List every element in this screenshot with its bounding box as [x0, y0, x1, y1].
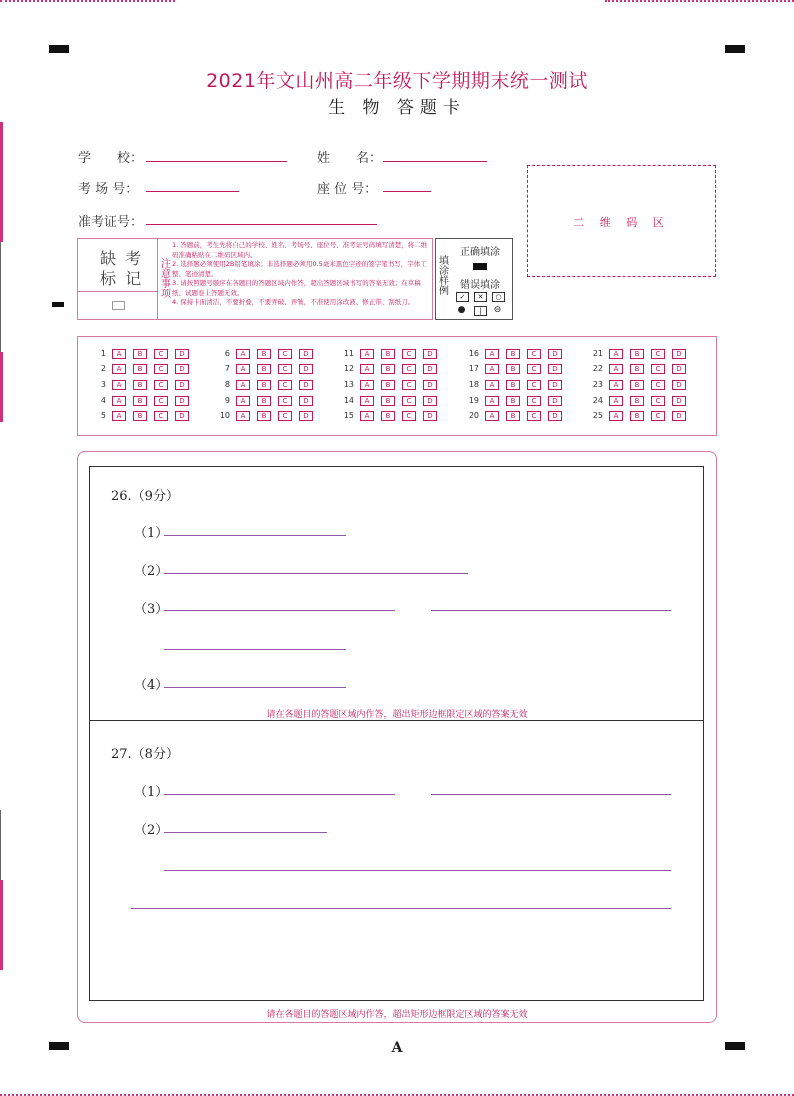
mc-option-bubble[interactable]: A — [236, 364, 250, 374]
mc-option-bubble[interactable]: B — [630, 364, 644, 374]
mc-option-bubble[interactable]: A — [360, 364, 374, 374]
qr-label: 二 维 码 区 — [573, 216, 670, 229]
top-dash-right — [605, 0, 794, 2]
mc-question-row — [457, 411, 569, 421]
q26-part-3-answer-line-1[interactable] — [164, 610, 395, 611]
mc-option-bubble[interactable]: A — [112, 349, 126, 359]
notice-divider — [157, 238, 158, 320]
qr-code-area — [527, 165, 716, 277]
mc-option-bubble[interactable]: D — [299, 364, 313, 374]
correct-fill-sample — [473, 263, 487, 270]
mc-option-bubble[interactable]: C — [651, 380, 665, 390]
mc-option-bubble[interactable]: A — [609, 380, 623, 390]
mc-question-row — [84, 396, 196, 406]
mc-option-bubble[interactable]: D — [423, 364, 437, 374]
mc-option-bubble[interactable]: B — [133, 349, 147, 359]
mc-question-number: 21 — [592, 349, 603, 358]
mc-option-bubble[interactable]: C — [651, 396, 665, 406]
mc-option-bubble[interactable]: C — [278, 380, 292, 390]
mc-question-number: 4 — [100, 396, 106, 405]
q27-part-1-answer-line-2[interactable] — [431, 794, 671, 795]
mc-question-number: 15 — [343, 411, 354, 420]
mc-option-bubble[interactable]: B — [381, 364, 395, 374]
mc-question-row — [208, 380, 320, 390]
mc-option-bubble[interactable]: C — [651, 411, 665, 421]
mc-question-number: 24 — [592, 396, 603, 405]
notice-vertical-label: 注意事项 — [161, 259, 171, 300]
mc-question-number: 19 — [468, 396, 479, 405]
mc-option-bubble[interactable]: B — [506, 364, 520, 374]
page-subtitle: 生 物 答题卡 — [328, 98, 466, 118]
mc-question-row — [84, 411, 196, 421]
mc-option-bubble[interactable]: A — [609, 411, 623, 421]
mc-option-bubble[interactable]: D — [299, 411, 313, 421]
q27-part-2-answer-line-2[interactable] — [164, 870, 671, 871]
q26-part-3-label: （3） — [134, 602, 169, 617]
mc-option-bubble[interactable]: C — [278, 349, 292, 359]
mc-option-bubble[interactable]: B — [133, 364, 147, 374]
mc-option-bubble[interactable]: A — [112, 396, 126, 406]
side-bar-1 — [0, 122, 3, 242]
mc-option-bubble[interactable]: D — [423, 396, 437, 406]
mc-question-number: 7 — [224, 364, 230, 373]
q27-title: 27.（8分） — [111, 747, 179, 762]
absent-divider — [77, 291, 157, 292]
exam-room-field[interactable] — [146, 191, 239, 192]
mc-question-number: 20 — [468, 411, 479, 420]
mc-question-row — [457, 396, 569, 406]
mc-option-bubble[interactable]: B — [381, 396, 395, 406]
mc-option-bubble[interactable]: A — [112, 380, 126, 390]
mc-question-number: 1 — [100, 349, 106, 358]
q26-title: 26.（9分） — [111, 489, 179, 504]
mc-question-number: 23 — [592, 380, 603, 389]
wrong-fill-oval-icon: ⊖ — [493, 305, 502, 315]
mc-option-bubble[interactable]: D — [672, 349, 686, 359]
mc-option-bubble[interactable]: C — [402, 380, 416, 390]
mc-option-bubble[interactable]: B — [506, 380, 520, 390]
mc-question-number: 11 — [343, 349, 354, 358]
mc-question-row — [84, 349, 196, 359]
name-field[interactable] — [383, 161, 487, 162]
mc-option-bubble[interactable]: C — [527, 396, 541, 406]
mc-option-bubble[interactable]: B — [381, 380, 395, 390]
mc-option-bubble[interactable]: D — [548, 380, 562, 390]
mc-option-bubble[interactable]: C — [402, 349, 416, 359]
mc-option-bubble[interactable]: A — [609, 396, 623, 406]
mc-question-row — [208, 364, 320, 374]
mc-option-bubble[interactable]: C — [154, 396, 168, 406]
ticket-label: 准考证号： — [78, 215, 144, 230]
question-divider — [89, 720, 704, 721]
mc-option-bubble[interactable]: D — [672, 380, 686, 390]
mc-option-bubble[interactable]: B — [381, 411, 395, 421]
mc-option-bubble[interactable]: C — [278, 364, 292, 374]
mc-question-number: 13 — [343, 380, 354, 389]
mc-option-bubble[interactable]: A — [485, 396, 499, 406]
mc-option-bubble[interactable]: C — [402, 396, 416, 406]
mc-option-bubble[interactable]: C — [651, 364, 665, 374]
mc-option-bubble[interactable]: D — [423, 411, 437, 421]
notice-item-3: 3. 请按照题号顺序在各题目的答题区域内作答，超出答题区域书写的答案无效；在草稿纸、试题卷上答题无效。 — [172, 279, 421, 297]
mc-option-bubble[interactable]: B — [506, 411, 520, 421]
q27-part-2-label: （2） — [134, 823, 169, 838]
mc-question-number: 25 — [592, 411, 603, 420]
q26-part-4-label: （4） — [134, 678, 169, 693]
mc-option-bubble[interactable]: D — [672, 364, 686, 374]
mc-question-number: 17 — [468, 364, 479, 373]
mc-option-bubble[interactable]: D — [548, 411, 562, 421]
mc-option-bubble[interactable]: D — [672, 411, 686, 421]
mc-option-bubble[interactable]: B — [133, 380, 147, 390]
absent-label-2: 标 记 — [100, 269, 144, 288]
name-label: 姓 名： — [317, 151, 383, 166]
correct-fill-label: 正确填涂 — [460, 247, 500, 258]
school-label: 学 校： — [78, 151, 144, 166]
mc-option-bubble[interactable]: D — [548, 396, 562, 406]
position-mark — [725, 45, 745, 53]
mc-option-bubble[interactable]: A — [609, 364, 623, 374]
wrong-fill-label: 错误填涂 — [460, 280, 500, 291]
q27-part-1-answer-line-1[interactable] — [164, 794, 395, 795]
mc-question-row — [208, 411, 320, 421]
wrong-fill-line-icon: | — [474, 306, 487, 316]
mc-question-row — [581, 380, 693, 390]
mc-question-row — [332, 349, 444, 359]
mc-question-row — [581, 411, 693, 421]
mc-question-row — [457, 349, 569, 359]
mc-option-bubble[interactable]: D — [175, 396, 189, 406]
mc-option-bubble[interactable]: B — [630, 396, 644, 406]
mc-option-bubble[interactable]: B — [257, 380, 271, 390]
mc-question-number: 3 — [100, 380, 106, 389]
page-letter: A — [391, 1040, 403, 1056]
mc-option-bubble[interactable]: B — [506, 349, 520, 359]
mc-option-bubble[interactable]: A — [236, 349, 250, 359]
side-gray-1 — [0, 242, 1, 352]
mc-question-row — [84, 364, 196, 374]
mc-option-bubble[interactable]: B — [630, 349, 644, 359]
mc-option-bubble[interactable]: D — [423, 380, 437, 390]
mc-question-row — [581, 364, 693, 374]
mc-option-bubble[interactable]: D — [548, 364, 562, 374]
mc-option-bubble[interactable]: B — [133, 411, 147, 421]
mc-option-bubble[interactable]: C — [154, 380, 168, 390]
mc-option-bubble[interactable]: C — [651, 349, 665, 359]
mc-question-row — [332, 396, 444, 406]
mc-option-bubble[interactable]: A — [485, 364, 499, 374]
mc-question-number: 22 — [592, 364, 603, 373]
mc-option-bubble[interactable]: D — [299, 396, 313, 406]
answer-area-inner — [89, 466, 704, 1001]
mc-option-bubble[interactable]: B — [257, 364, 271, 374]
page-title: 2021年文山州高二年级下学期期末统一测试 — [206, 70, 588, 92]
mc-option-bubble[interactable]: B — [257, 349, 271, 359]
mc-option-bubble[interactable]: A — [360, 396, 374, 406]
mc-question-number: 9 — [224, 396, 230, 405]
wrong-fill-circle-icon: ○ — [492, 292, 505, 302]
mc-question-row — [457, 380, 569, 390]
position-mark — [49, 45, 69, 53]
mc-option-bubble[interactable]: A — [360, 349, 374, 359]
mc-question-number: 8 — [224, 380, 230, 389]
mc-option-bubble[interactable]: C — [278, 411, 292, 421]
mc-option-bubble[interactable]: B — [257, 396, 271, 406]
absent-label-1: 缺 考 — [100, 249, 144, 268]
mc-option-bubble[interactable]: B — [133, 396, 147, 406]
mc-question-number: 2 — [100, 364, 106, 373]
mc-option-bubble[interactable]: C — [154, 349, 168, 359]
notice-item-4: 4. 保持卡面清洁，不要折叠，不要弄破、弄皱，不准使用涂改液、修正带、刮纸刀。 — [172, 298, 415, 306]
mc-option-bubble[interactable]: A — [485, 380, 499, 390]
mc-question-number: 6 — [224, 349, 230, 358]
mc-question-row — [332, 364, 444, 374]
mc-question-number: 14 — [343, 396, 354, 405]
mc-question-row — [332, 411, 444, 421]
mc-option-bubble[interactable]: D — [548, 349, 562, 359]
mc-question-row — [332, 380, 444, 390]
mc-question-number: 18 — [468, 380, 479, 389]
side-bar-3 — [0, 880, 3, 970]
top-dash-left — [0, 0, 175, 2]
notice-item-2: 2. 选择题必须使用2B铅笔填涂；非选择题必须用0.5毫米黑色字迹的签字笔书写，字体工整、笔迹清楚。 — [172, 260, 427, 278]
mc-option-bubble[interactable]: D — [175, 349, 189, 359]
ticket-field[interactable] — [146, 224, 377, 225]
mc-option-bubble[interactable]: C — [527, 349, 541, 359]
side-gray-2 — [0, 810, 1, 880]
q26-part-1-label: （1） — [134, 526, 169, 541]
mc-option-bubble[interactable]: D — [299, 349, 313, 359]
mc-option-bubble[interactable]: A — [236, 380, 250, 390]
mc-option-bubble[interactable]: B — [257, 411, 271, 421]
q27-part-2-answer-line-1[interactable] — [164, 832, 327, 833]
fill-example-vertical-label: 填涂样例 — [439, 256, 449, 297]
q26-part-1-answer-line[interactable] — [164, 535, 346, 536]
mc-option-bubble[interactable]: A — [112, 411, 126, 421]
mc-question-row — [208, 396, 320, 406]
mc-option-bubble[interactable]: D — [175, 380, 189, 390]
mc-option-bubble[interactable]: C — [154, 411, 168, 421]
q27-part-1-label: （1） — [134, 785, 169, 800]
q26-part-3-answer-line-2[interactable] — [431, 610, 671, 611]
q26-part-4-answer-line[interactable] — [164, 687, 346, 688]
mc-option-bubble[interactable]: D — [672, 396, 686, 406]
q26-warning: 请在各题目的答题区域内作答，超出矩形边框限定区域的答案无效 — [266, 710, 528, 720]
school-field[interactable] — [146, 161, 287, 162]
seat-label: 座 位 号： — [317, 182, 378, 197]
seat-field[interactable] — [383, 191, 431, 192]
mc-question-row — [581, 349, 693, 359]
mc-option-bubble[interactable]: A — [360, 411, 374, 421]
mc-option-bubble[interactable]: A — [609, 349, 623, 359]
mc-option-bubble[interactable]: C — [402, 364, 416, 374]
mc-question-number: 5 — [100, 411, 106, 420]
mc-option-bubble[interactable]: C — [527, 364, 541, 374]
bottom-warning: 请在各题目的答题区域内作答，超出矩形边框限定区域的答案无效 — [266, 1010, 528, 1020]
absent-checkbox[interactable] — [112, 301, 125, 310]
mc-option-bubble[interactable]: D — [299, 380, 313, 390]
mc-option-bubble[interactable]: A — [112, 364, 126, 374]
q26-part-3-answer-line-3[interactable] — [164, 649, 346, 650]
q27-part-2-answer-line-3[interactable] — [131, 908, 671, 909]
mc-question-row — [457, 364, 569, 374]
mc-option-bubble[interactable]: A — [485, 349, 499, 359]
mc-option-bubble[interactable]: B — [506, 396, 520, 406]
mc-option-bubble[interactable]: A — [485, 411, 499, 421]
wrong-fill-check-icon: ✓ — [456, 292, 469, 302]
mc-option-bubble[interactable]: B — [630, 380, 644, 390]
mc-question-number: 12 — [343, 364, 354, 373]
mc-question-number: 10 — [219, 411, 230, 420]
exam-room-label: 考 场 号： — [78, 182, 139, 197]
mc-option-bubble[interactable]: C — [402, 411, 416, 421]
mc-option-bubble[interactable]: D — [175, 364, 189, 374]
wrong-fill-cross-icon: ✕ — [474, 292, 487, 302]
mc-question-row — [84, 380, 196, 390]
mc-option-bubble[interactable]: A — [236, 411, 250, 421]
wrong-fill-dot-icon: ● — [457, 305, 466, 315]
mc-option-bubble[interactable]: C — [278, 396, 292, 406]
mc-option-bubble[interactable]: C — [527, 411, 541, 421]
mc-option-bubble[interactable]: B — [630, 411, 644, 421]
notice-item-1: 1. 答题前，考生先将自己的学校、姓名、考场号、座位号、准考证号码填写清楚，将二维码准确粘贴在二维码区域内。 — [172, 241, 428, 259]
mc-option-bubble[interactable]: A — [236, 396, 250, 406]
q26-part-2-answer-line[interactable] — [164, 573, 468, 574]
side-bar-2 — [0, 352, 3, 422]
mc-question-number: 16 — [468, 349, 479, 358]
mc-question-row — [208, 349, 320, 359]
position-mark — [52, 302, 64, 307]
mc-option-bubble[interactable]: C — [154, 364, 168, 374]
mc-question-row — [581, 396, 693, 406]
mc-option-bubble[interactable]: C — [527, 380, 541, 390]
mc-option-bubble[interactable]: D — [423, 349, 437, 359]
mc-option-bubble[interactable]: A — [360, 380, 374, 390]
mc-option-bubble[interactable]: B — [381, 349, 395, 359]
mc-option-bubble[interactable]: D — [175, 411, 189, 421]
q26-part-2-label: （2） — [134, 564, 169, 579]
